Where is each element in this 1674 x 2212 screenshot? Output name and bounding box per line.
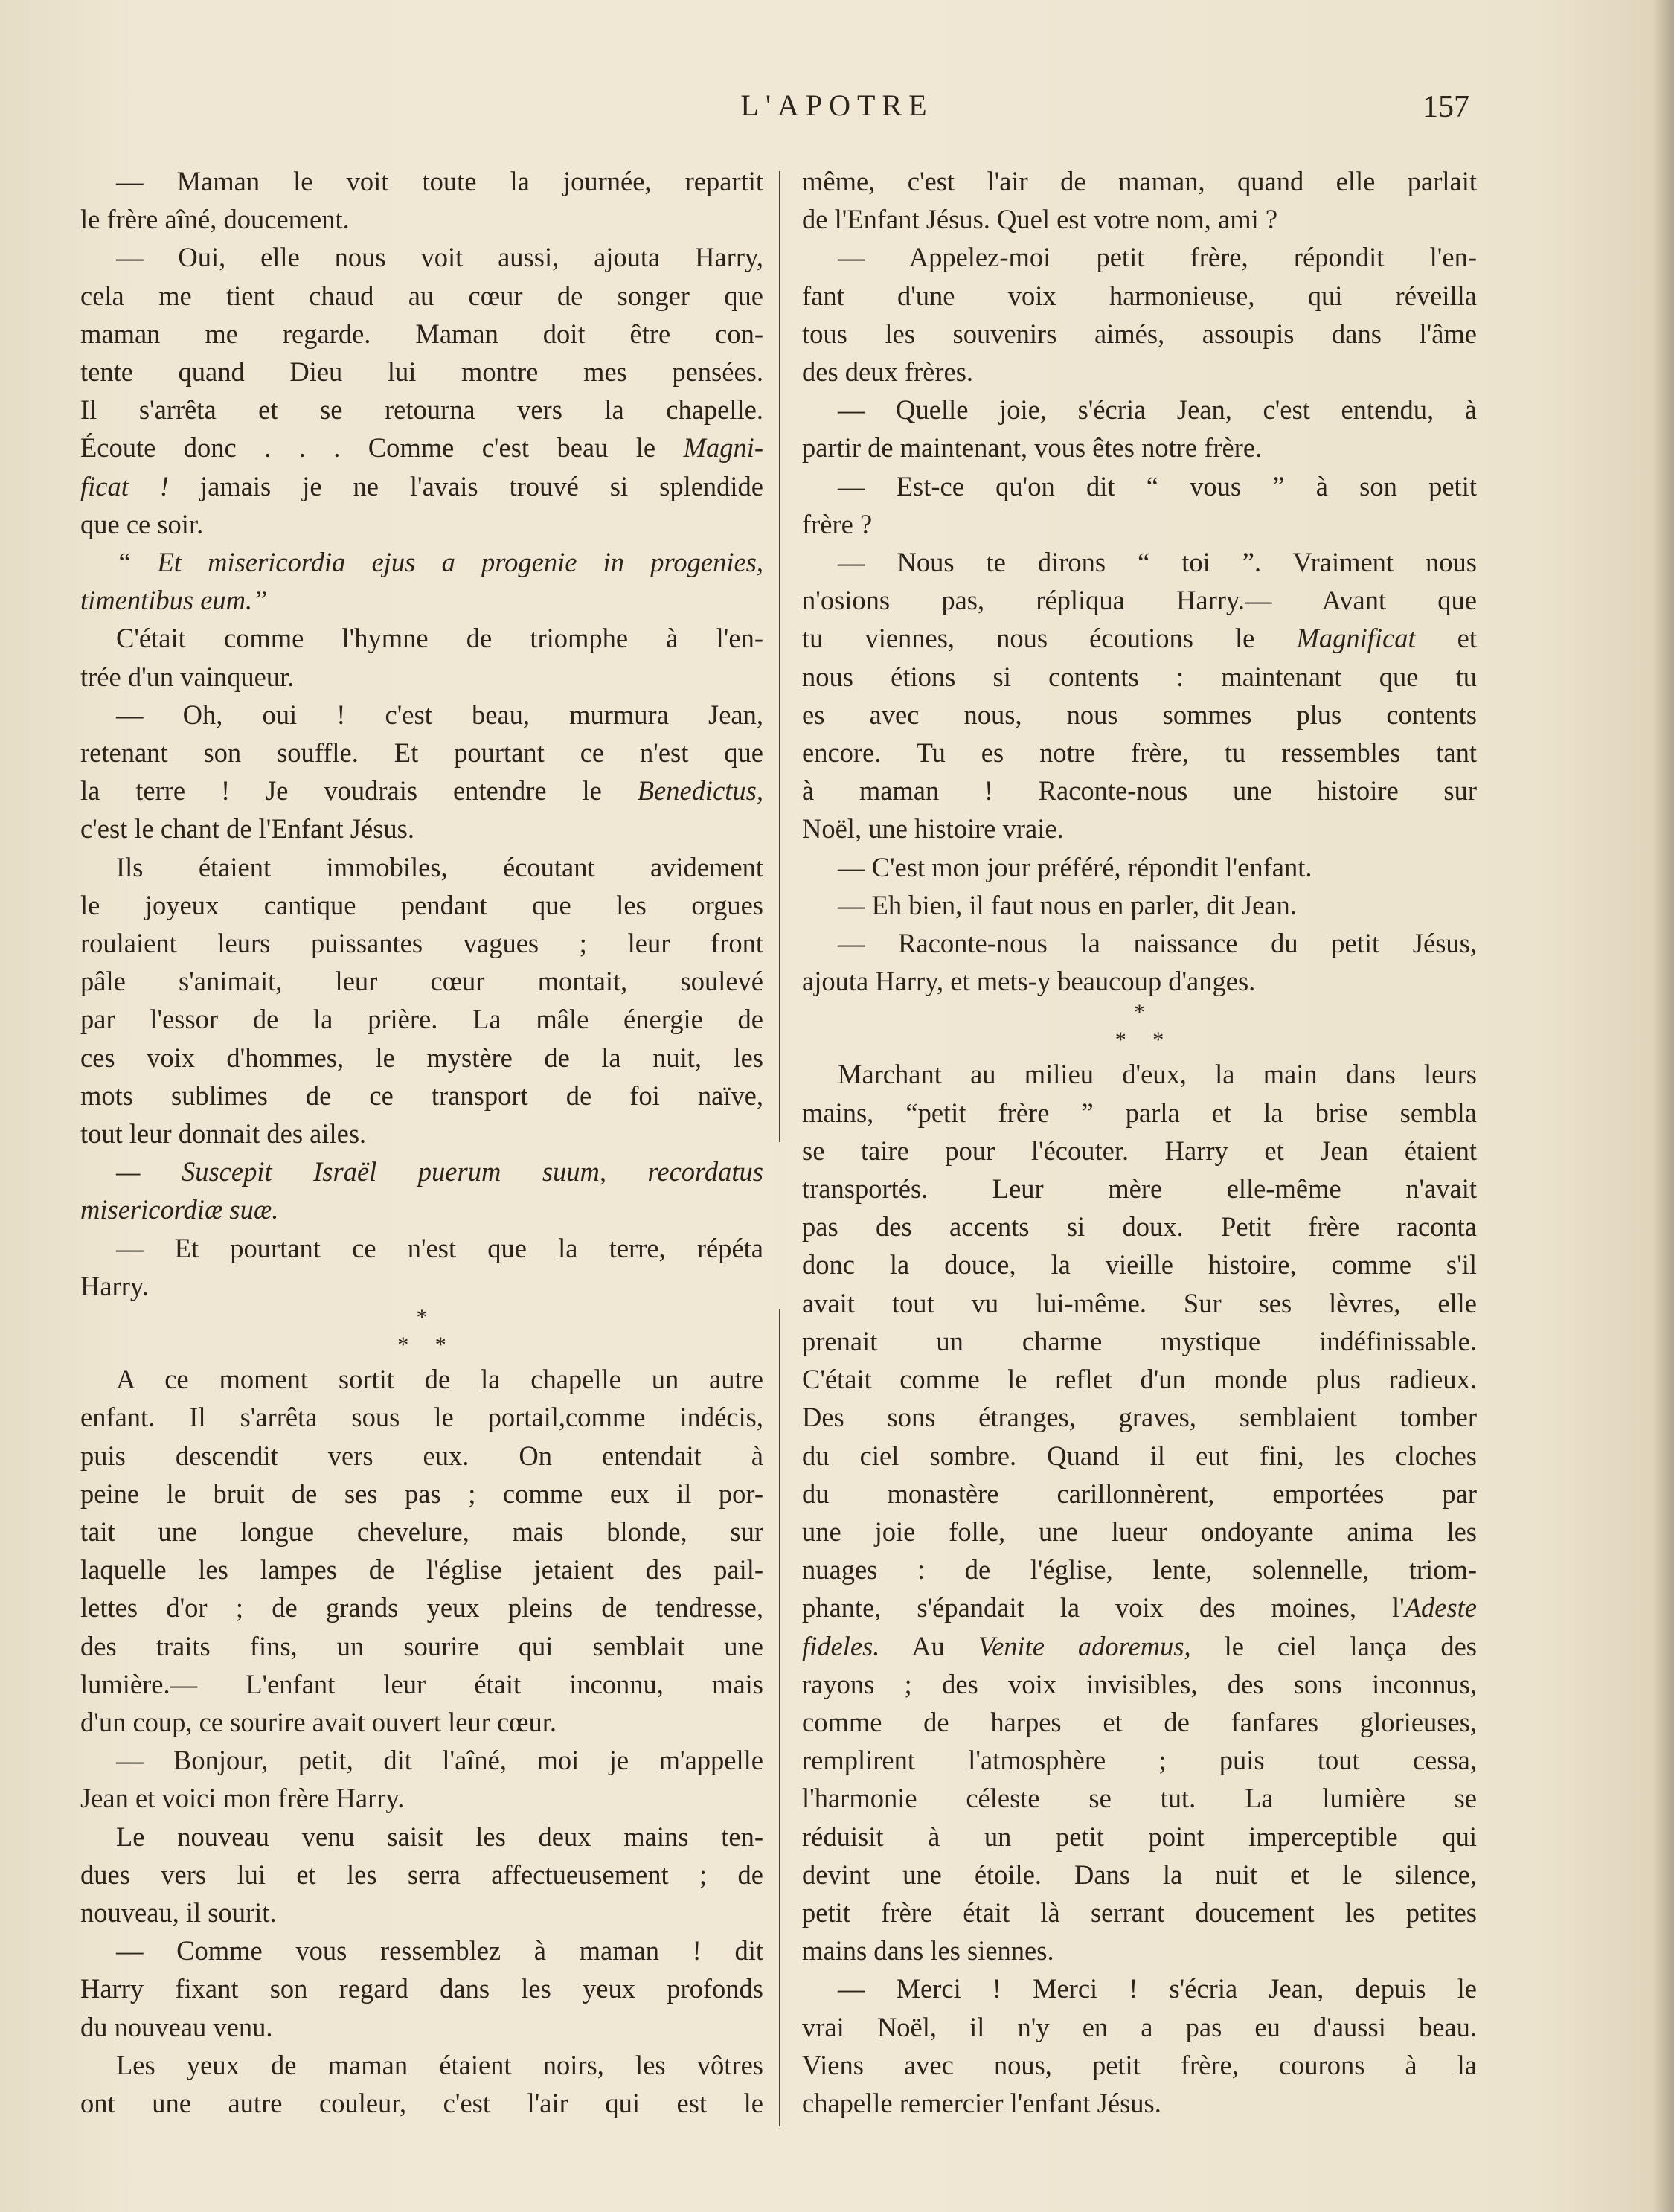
text-line: enfant. Il s'arrêta sous le portail,comme indécis,: [80, 1402, 763, 1433]
text-line: C'était comme l'hymne de triomphe à l'en-: [116, 623, 763, 654]
text-line: lumière.— L'enfant leur était inconnu, mais: [80, 1668, 763, 1699]
text-line: fideles. Au Venite adoremus, le ciel lança des: [802, 1630, 1477, 1661]
column-divider-gap: [774, 1142, 786, 1309]
text-line: une joie folle, une lueur ondoyante anima les: [802, 1516, 1477, 1547]
text-line: A ce moment sortit de la chapelle un autre: [116, 1364, 763, 1395]
text-line: l'harmonie céleste se tut. La lumière se: [802, 1783, 1477, 1814]
text-line: ficat ! jamais je ne l'avais trouvé si splendide: [80, 470, 764, 501]
text-line: Ils étaient immobiles, écoutant avidement: [116, 851, 763, 882]
running-header: [0, 88, 1674, 132]
text-line: transportés. Leur mère elle-même n'avait: [802, 1173, 1477, 1205]
text-line: réduisit à un petit point imperceptible qui: [802, 1821, 1477, 1852]
text-line: misericordiæ suæ.: [80, 1194, 279, 1225]
left-column: [80, 162, 763, 2122]
text-line: même, c'est l'air de maman, quand elle parlait: [802, 166, 1477, 196]
text-line: maman me regarde. Maman doit être con-: [80, 318, 763, 349]
running-title: L'APOTRE: [740, 89, 934, 122]
page-number: 157: [1423, 90, 1469, 124]
text-line: Jean et voici mon frère Harry.: [80, 1783, 405, 1814]
text-line: — Oui, elle nous voit aussi, ajouta Harry,: [116, 242, 763, 273]
text-line: Des sons étranges, graves, semblaient tomber: [802, 1402, 1477, 1433]
text-line: d'un coup, ce sourire avait ouvert leur cœur.: [80, 1706, 557, 1737]
text-line: Viens avec nous, petit frère, courons à la: [802, 2049, 1477, 2080]
text-line: peine le bruit de ses pas ; comme eux il por-: [80, 1478, 763, 1509]
section-separator: * *: [1115, 1028, 1164, 1053]
text-line: donc la douce, la vieille histoire, comme s'il: [802, 1249, 1477, 1280]
text-line: tu viennes, nous écoutions le Magnificat et: [802, 623, 1477, 654]
text-line: nouveau, il sourit.: [80, 1897, 277, 1928]
text-line: phante, s'épandait la voix des moines, l'Adeste: [802, 1592, 1477, 1623]
text-line: avait tout vu lui-même. Sur ses lèvres, elle: [802, 1287, 1477, 1318]
text-line: se taire pour l'écouter. Harry et Jean étaient: [802, 1135, 1477, 1166]
text-line: tente quand Dieu lui montre mes pensées.: [80, 356, 763, 388]
text-line: — Appelez-moi petit frère, répondit l'en-: [838, 242, 1477, 273]
text-line: tous les souvenirs aimés, assoupis dans l'âme: [802, 318, 1477, 349]
text-line: — Bonjour, petit, dit l'aîné, moi je m'appelle: [116, 1745, 763, 1776]
text-line: Harry fixant son regard dans les yeux profonds: [80, 1973, 763, 2004]
text-line: n'osions pas, répliqua Harry.— Avant que: [802, 585, 1477, 616]
right-column: [802, 162, 1477, 2122]
text-line: Noël, une histoire vraie.: [802, 813, 1064, 844]
text-line: remplirent l'atmosphère ; puis tout cessa,: [802, 1745, 1477, 1776]
text-line: — Nous te dirons “ toi ”. Vraiment nous: [838, 547, 1477, 578]
text-line: mains, “petit frère ” parla et la brise sembla: [802, 1097, 1477, 1128]
text-line: puis descendit vers eux. On entendait à: [80, 1440, 763, 1471]
text-line: du ciel sombre. Quand il eut fini, les cloches: [802, 1440, 1477, 1471]
text-line: — Quelle joie, s'écria Jean, c'est entendu, à: [838, 394, 1477, 426]
text-line: dues vers lui et les serra affectueusement ; de: [80, 1859, 763, 1890]
text-line: lettes d'or ; de grands yeux pleins de tendresse,: [80, 1592, 763, 1623]
text-line: — Merci ! Merci ! s'écria Jean, depuis le: [838, 1973, 1477, 2004]
text-line: — Maman le voit toute la journée, repartit: [116, 166, 763, 196]
text-line: du nouveau venu.: [80, 2011, 273, 2042]
text-line: vrai Noël, il n'y en a pas eu d'aussi beau.: [802, 2011, 1477, 2042]
text-line: prenait un charme mystique indéfinissable.: [802, 1325, 1477, 1356]
text-line: — Suscepit Israël puerum suum, recordatus: [116, 1156, 763, 1187]
text-line: c'est le chant de l'Enfant Jésus.: [80, 813, 414, 844]
text-line: — Raconte-nous la naissance du petit Jésus,: [838, 928, 1477, 959]
text-line: de l'Enfant Jésus. Quel est votre nom, ami ?: [802, 204, 1278, 235]
text-line: mots sublimes de ce transport de foi naïve,: [80, 1080, 763, 1111]
text-line: du monastère carillonnèrent, emportées par: [802, 1478, 1477, 1509]
text-line: — C'est mon jour préféré, répondit l'enfant.: [838, 851, 1312, 882]
text-line: le joyeux cantique pendant que les orgues: [80, 889, 763, 920]
text-line: C'était comme le reflet d'un monde plus radieux.: [802, 1364, 1477, 1395]
text-line: pâle s'animait, leur cœur montait, soulevé: [80, 966, 763, 997]
text-line: mains dans les siennes.: [802, 1935, 1054, 1966]
text-line: — Comme vous ressemblez à maman ! dit: [116, 1935, 763, 1966]
section-separator: *: [1134, 1000, 1145, 1025]
text-line: retenant son souffle. Et pourtant ce n'est que: [80, 737, 763, 769]
text-line: tout leur donnait des ailes.: [80, 1118, 367, 1150]
text-line: devint une étoile. Dans la nuit et le silence,: [802, 1859, 1477, 1890]
text-line: frère ?: [802, 508, 873, 539]
text-line: Les yeux de maman étaient noirs, les vôtres: [116, 2049, 763, 2080]
text-line: Le nouveau venu saisit les deux mains ten-: [116, 1821, 763, 1852]
text-line: — Et pourtant ce n'est que la terre, répéta: [116, 1232, 763, 1263]
text-line: roulaient leurs puissantes vagues ; leur front: [80, 928, 763, 959]
text-line: par l'essor de la prière. La mâle énergie de: [80, 1004, 763, 1035]
text-line: nous étions si contents : maintenant que tu: [802, 661, 1477, 692]
text-line: cela me tient chaud au cœur de songer que: [80, 280, 763, 311]
text-line: es avec nous, nous sommes plus contents: [802, 699, 1477, 730]
text-line: encore. Tu es notre frère, tu ressembles tant: [802, 737, 1477, 769]
text-line: Écoute donc . . . Comme c'est beau le Magni-: [80, 432, 763, 464]
text-line: — Est-ce qu'on dit “ vous ” à son petit: [838, 470, 1477, 501]
text-line: ces voix d'hommes, le mystère de la nuit, les: [80, 1042, 763, 1073]
text-line: partir de maintenant, vous êtes notre frère.: [802, 432, 1263, 464]
text-line: ont une autre couleur, c'est l'air qui est le: [80, 2087, 763, 2118]
text-line: comme de harpes et de fanfares glorieuses,: [802, 1706, 1477, 1737]
section-separator: * *: [397, 1333, 446, 1358]
text-line: — Eh bien, il faut nous en parler, dit Jean.: [838, 889, 1297, 920]
text-line: rayons ; des voix invisibles, des sons inconnus,: [802, 1668, 1477, 1699]
text-line: Harry.: [80, 1270, 149, 1301]
text-line: que ce soir.: [80, 508, 204, 539]
text-line: Il s'arrêta et se retourna vers la chapelle.: [80, 394, 763, 426]
text-line: tait une longue chevelure, mais blonde, sur: [80, 1516, 763, 1547]
text-line: des deux frères.: [802, 356, 974, 388]
text-line: timentibus eum.”: [80, 585, 268, 616]
text-line: des traits fins, un sourire qui semblait une: [80, 1630, 763, 1661]
text-line: à maman ! Raconte-nous une histoire sur: [802, 775, 1477, 807]
text-line: Marchant au milieu d'eux, la main dans leurs: [838, 1059, 1477, 1090]
text-line: chapelle remercier l'enfant Jésus.: [802, 2087, 1161, 2118]
page-edge-shadow: [1653, 0, 1674, 2212]
text-line: pas des accents si doux. Petit frère raconta: [802, 1211, 1477, 1243]
text-line: laquelle les lampes de l'église jetaient des pail-: [80, 1554, 763, 1586]
section-separator: *: [416, 1305, 428, 1330]
text-line: nuages : de l'église, lente, solennelle, triom-: [802, 1554, 1477, 1586]
text-line: — Oh, oui ! c'est beau, murmura Jean,: [116, 699, 763, 730]
text-line: la terre ! Je voudrais entendre le Benedictus,: [80, 775, 763, 807]
text-line: “ Et misericordia ejus a progenie in progenies,: [116, 547, 763, 578]
text-line: trée d'un vainqueur.: [80, 661, 295, 692]
text-line: ajouta Harry, et mets-y beaucoup d'anges.: [802, 966, 1256, 997]
text-line: le frère aîné, doucement.: [80, 204, 350, 235]
text-line: fant d'une voix harmonieuse, qui réveilla: [802, 280, 1477, 311]
text-line: petit frère était là serrant doucement les petites: [802, 1897, 1477, 1928]
